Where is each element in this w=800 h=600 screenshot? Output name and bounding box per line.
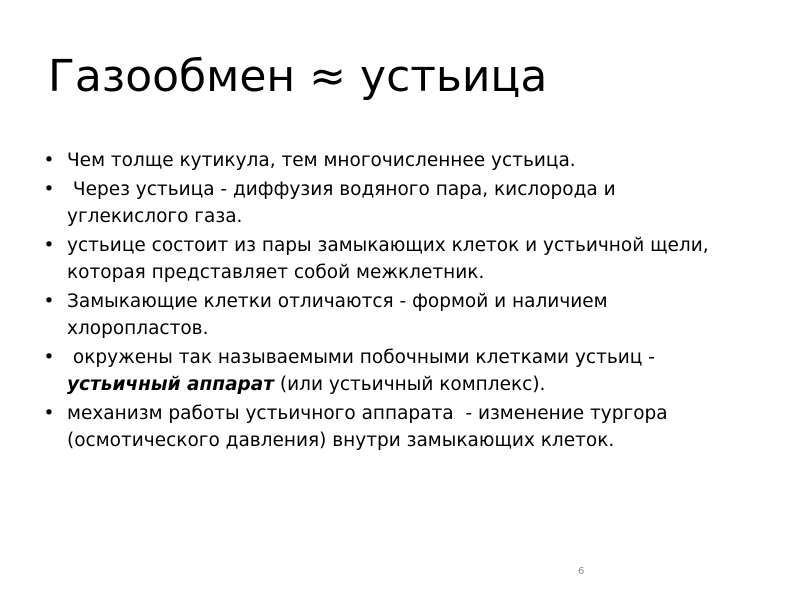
bullet-text: Через устьица - диффузия водяного пара, кислорода и углекислого газа. [67,179,622,227]
bullet-text: механизм работы устьичного аппарата - изменение тургора (осмотического давления) внутри замыкающих клеток. [67,403,674,451]
bullet-item [40,232,740,286]
bullet-text [67,347,661,395]
bullet-item [40,176,740,230]
slide-title: Газообмен ≈ устьица [48,51,548,102]
bullet-item [40,344,740,398]
bullet-text: устьице состоит из пары замыкающих клеток и устьичной щели, которая представляет собой межклетник. [67,235,709,283]
bullet-list [40,147,740,456]
bullet-text: Замыкающие клетки отличаются - формой и наличием хлоропластов. [67,291,608,339]
emphasis-term: устьичный аппарат [67,374,275,395]
bullet-dot-icon: • [43,291,55,312]
bullet-text: Чем толще кутикула, тем многочисленнее устьица. [67,150,576,171]
bullet-dot-icon: • [43,347,55,368]
bullet-item [40,288,740,342]
bullet-text-part: окружены так называемыми побочными клетками устьиц - [67,347,661,368]
bullet-dot-icon: • [43,403,55,424]
bullet-item [40,147,740,174]
bullet-dot-icon: • [43,150,55,171]
page-number: 6 [578,566,585,577]
bullet-text-part: (или устьичный комплекс). [274,374,546,395]
bullet-dot-icon: • [43,179,55,200]
bullet-dot-icon: • [43,235,55,256]
bullet-item [40,400,740,454]
